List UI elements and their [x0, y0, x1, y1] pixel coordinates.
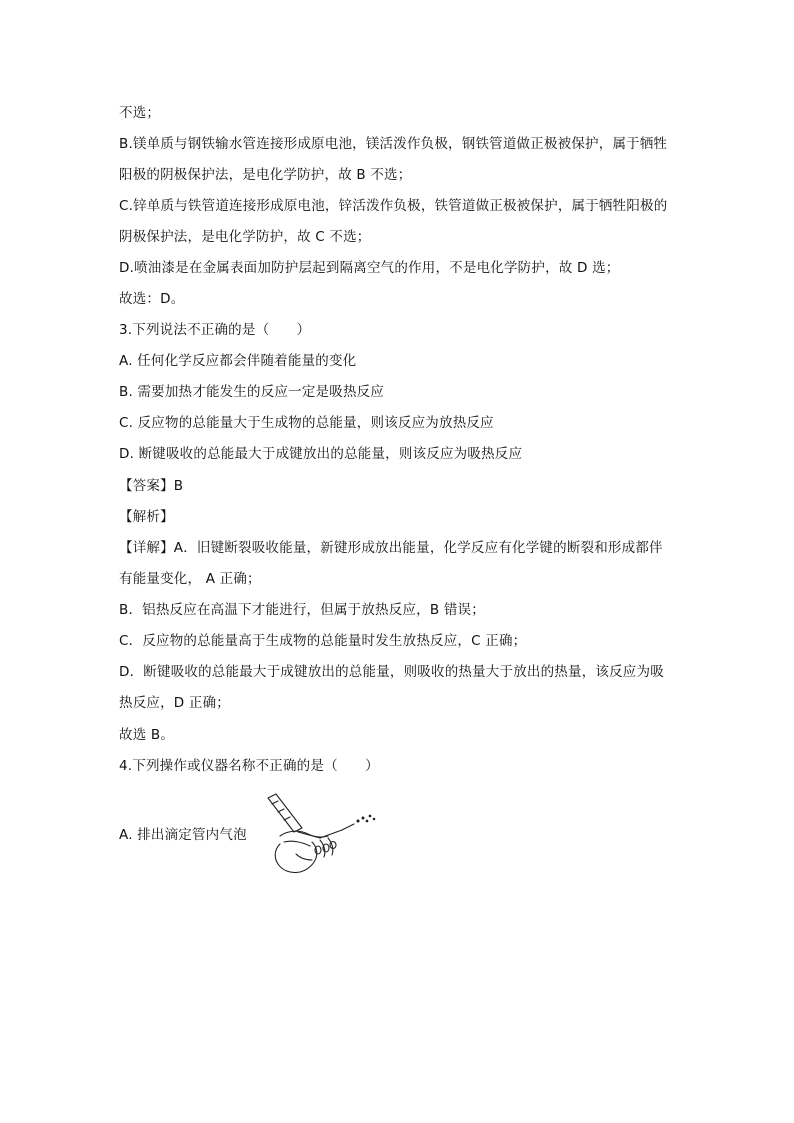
explanation-line: 热反应，D 正确； [119, 695, 230, 711]
text-line: 故选：D。 [119, 291, 185, 307]
answer-line: 【答案】B [119, 478, 184, 494]
text-line: B.镁单质与钢铁输水管连接形成原电池，镁活泼作负极，钢铁管道做正极被保护，属于牺牲 [119, 136, 668, 152]
text-line: 阳极的阴极保护法，是电化学防护，故 B 不选； [119, 167, 412, 183]
analysis-heading: 【解析】 [119, 509, 174, 525]
explanation-line: 有能量变化， A 正确； [119, 571, 261, 587]
option-c: C. 反应物的总能量大于生成物的总能量，则该反应为放热反应 [119, 415, 494, 431]
question-4-stem: 4.下列操作或仪器名称不正确的是（ ） [119, 758, 379, 774]
explanation-line: B．铝热反应在高温下才能进行，但属于放热反应，B 错误； [119, 602, 485, 618]
text-line: D.喷油漆是在金属表面加防护层起到隔离空气的作用，不是电化学防护，故 D 选； [119, 260, 620, 276]
burette-bubble-removal-figure [262, 790, 382, 880]
option-b: B. 需要加热才能发生的反应一定是吸热反应 [119, 384, 385, 400]
text-line: 阴极保护法，是电化学防护，故 C 不选； [119, 229, 371, 245]
explanation-line: 【详解】A．旧键断裂吸收能量，新键形成放出能量，化学反应有化学键的断裂和形成都伴 [119, 540, 663, 556]
explanation-line: D．断键吸收的总能最大于成键放出的总能量，则吸收的热量大于放出的热量，该反应为吸 [119, 664, 664, 680]
explanation-line: C．反应物的总能量高于生成物的总能量时发生放热反应，C 正确； [119, 633, 527, 649]
option-d: D. 断键吸收的总能最大于成键放出的总能量，则该反应为吸热反应 [119, 446, 523, 462]
text-line: 不选； [119, 105, 161, 121]
option-a: A. 任何化学反应都会伴随着能量的变化 [119, 353, 357, 369]
text-line: C.锌单质与铁管道连接形成原电池，锌活泼作负极，铁管道做正极被保护，属于牺牲阳极的 [119, 198, 668, 214]
q4-option-a: A. 排出滴定管内气泡 [119, 827, 247, 843]
question-3-stem: 3.下列说法不正确的是（ ） [119, 322, 311, 338]
conclusion-line: 故选 B。 [119, 727, 175, 743]
